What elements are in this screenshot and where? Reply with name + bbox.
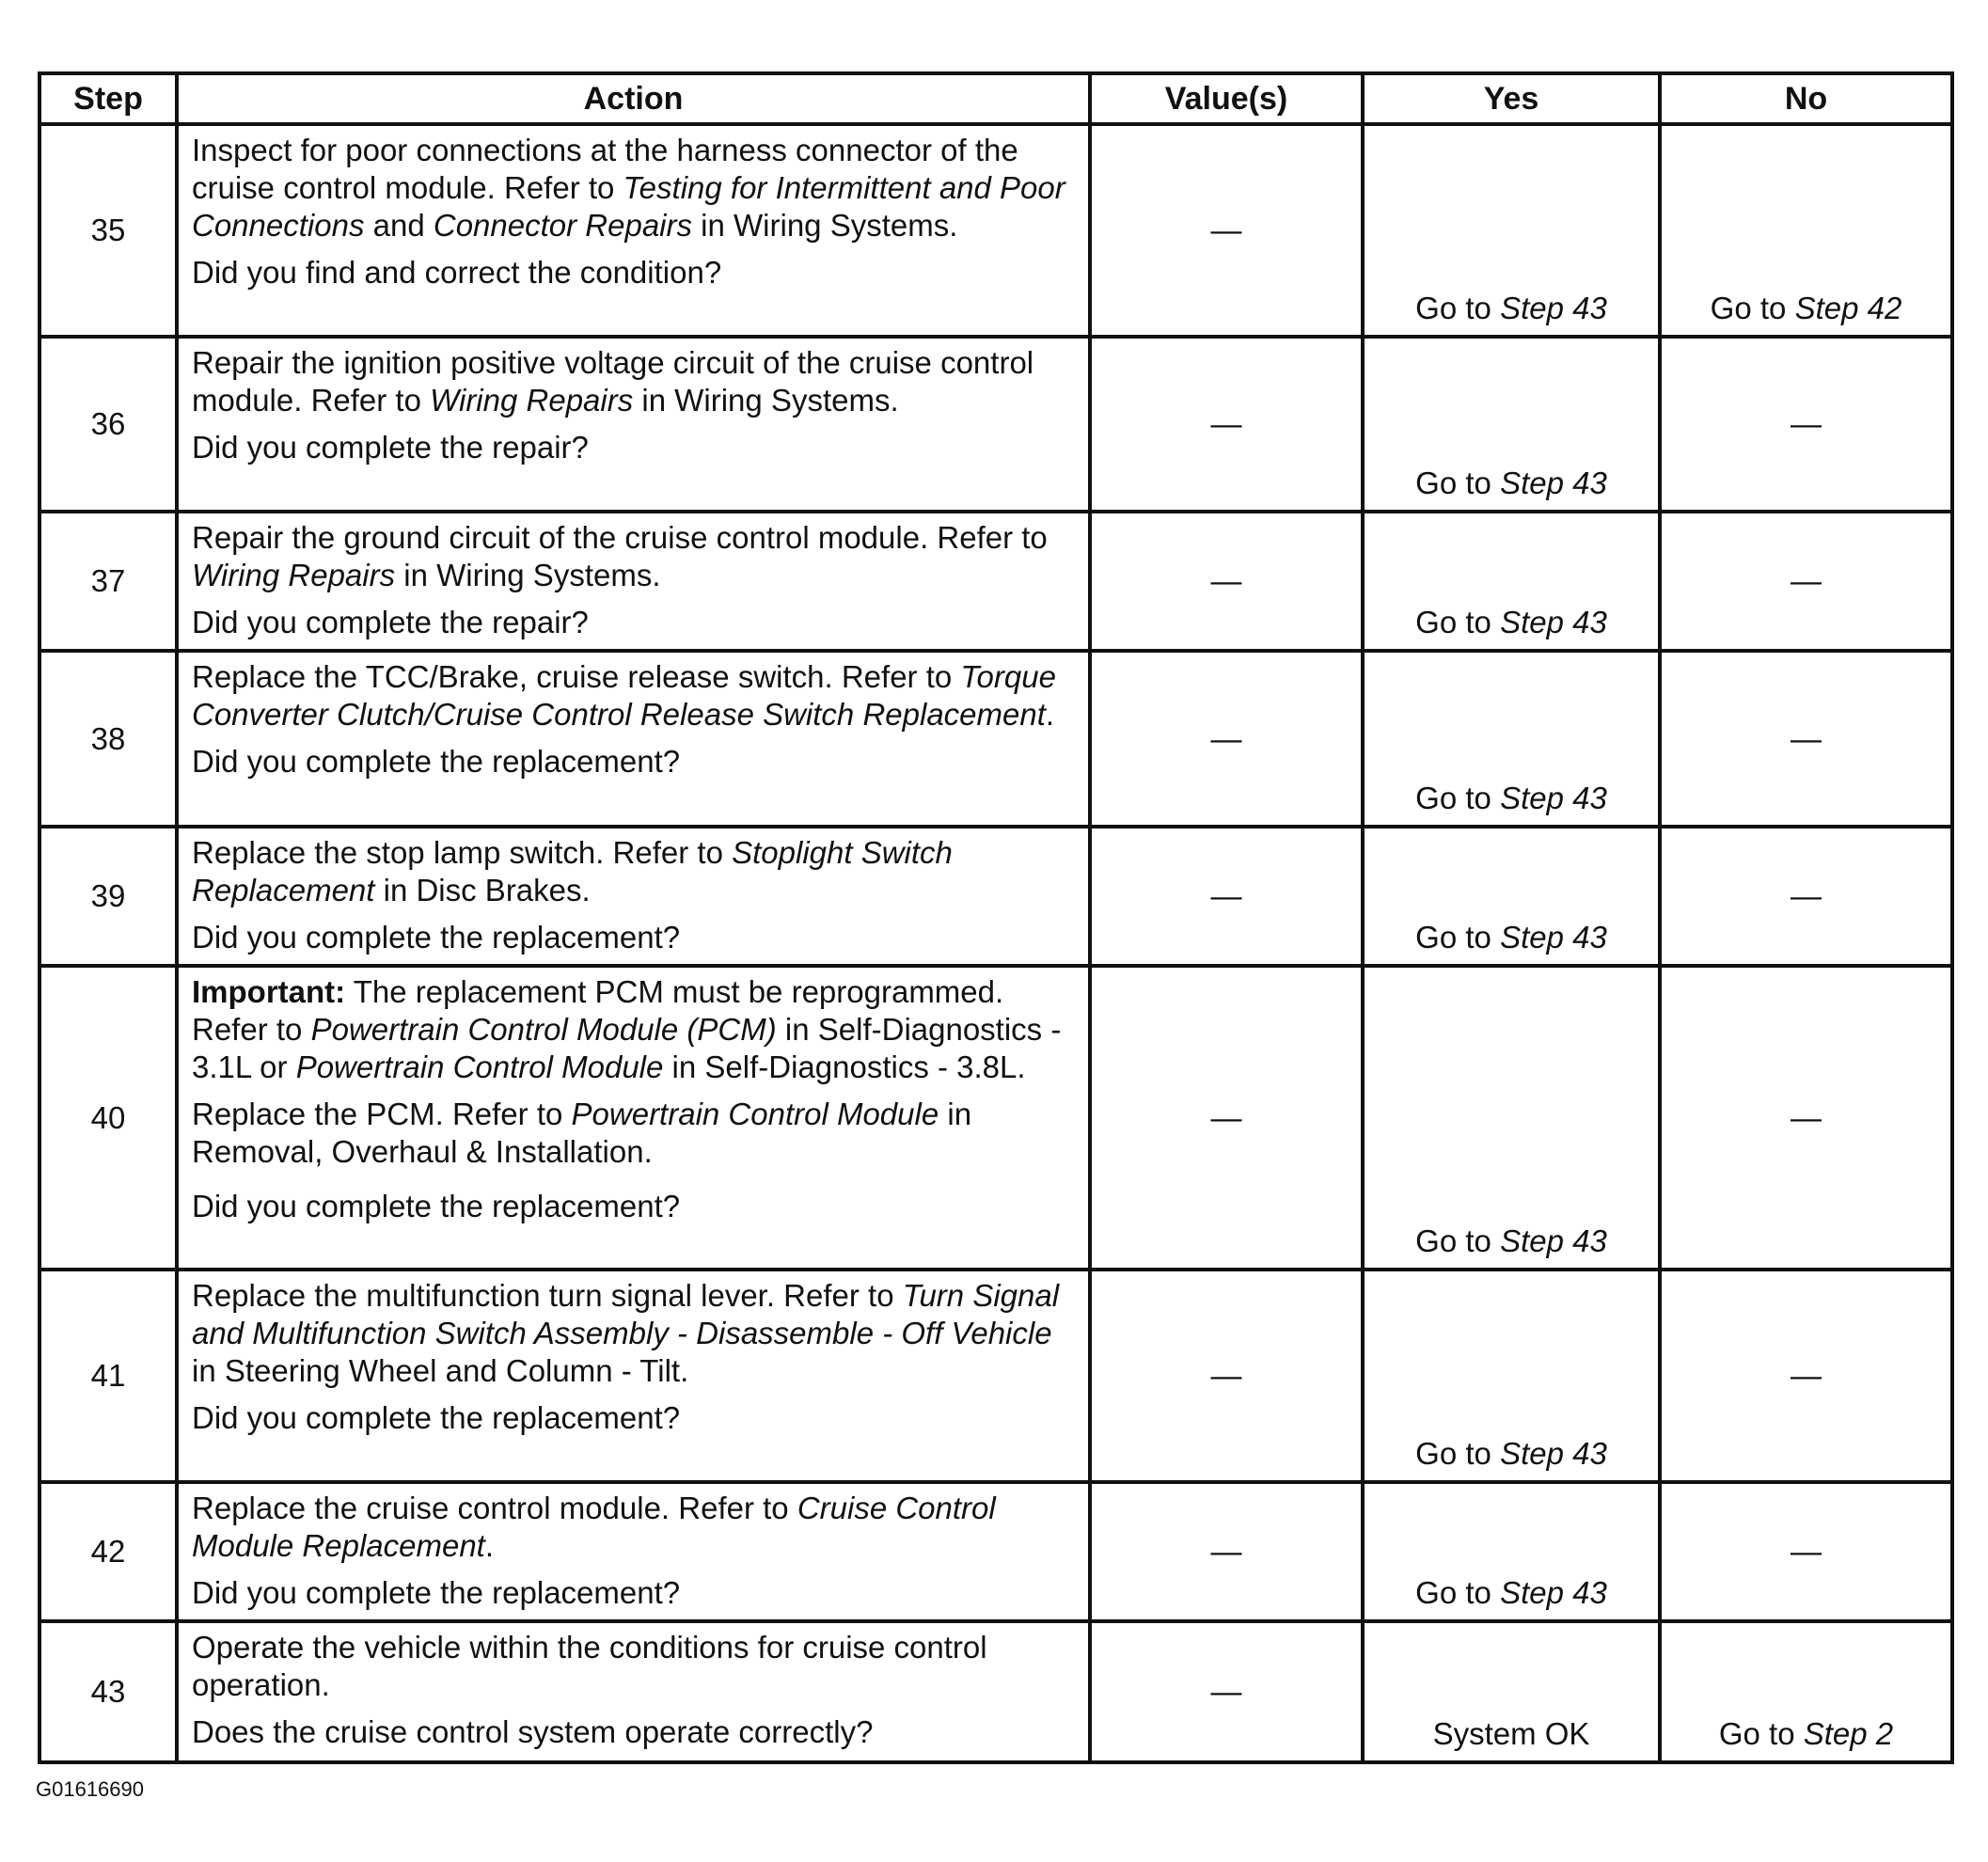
- step-number: 36: [41, 337, 177, 512]
- important-label: Important:: [192, 974, 346, 1009]
- yes-cell: Go to Step 43: [1363, 966, 1660, 1270]
- action-cell: [177, 827, 1090, 966]
- step-number: 43: [41, 1621, 177, 1760]
- no-cell: —: [1660, 1270, 1950, 1482]
- action-question: Did you find and correct the condition?: [192, 255, 722, 290]
- action-text: Repair the ignition positive voltage circuit of the cruise control module. Refer to Wiring Repairs in Wiring Systems.: [192, 345, 1034, 418]
- no-cell: —: [1660, 966, 1950, 1270]
- value-cell: —: [1090, 1621, 1363, 1760]
- table-row: [41, 124, 1950, 337]
- action-cell: [177, 1482, 1090, 1621]
- action-cell: [177, 512, 1090, 651]
- table-row: [41, 1482, 1950, 1621]
- value-cell: —: [1090, 337, 1363, 512]
- table-row: [41, 651, 1950, 827]
- header-yes: Yes: [1363, 75, 1660, 124]
- diagnostic-table: [38, 71, 1954, 1764]
- no-cell: —: [1660, 1482, 1950, 1621]
- table-row: [41, 512, 1950, 651]
- header-values: Value(s): [1090, 75, 1363, 124]
- action-question: Did you complete the replacement?: [192, 744, 681, 779]
- action-text: Inspect for poor connections at the harness connector of the cruise control module. Refer to Testing for Intermittent and Poor Connections and Connector Repairs in Wiring Systems.: [192, 133, 1065, 243]
- action-question: Did you complete the repair?: [192, 430, 589, 465]
- reference-link[interactable]: Powertrain Control Module (PCM): [310, 1012, 777, 1047]
- action-question: Did you complete the replacement?: [192, 1189, 681, 1223]
- reference-link[interactable]: Connector Repairs: [433, 208, 692, 243]
- action-text: Replace the stop lamp switch. Refer to Stoplight Switch Replacement in Disc Brakes.: [192, 835, 953, 907]
- step-link[interactable]: Step 43: [1500, 605, 1607, 639]
- action-cell: [177, 1270, 1090, 1482]
- table-row: [41, 337, 1950, 512]
- yes-cell: Go to Step 43: [1363, 651, 1660, 827]
- step-link[interactable]: Step 43: [1500, 920, 1607, 955]
- action-cell: [177, 1621, 1090, 1760]
- no-cell: —: [1660, 827, 1950, 966]
- reference-link[interactable]: Testing for Intermittent and Poor Connections: [192, 170, 1065, 243]
- value-cell: —: [1090, 827, 1363, 966]
- action-question: Did you complete the repair?: [192, 605, 589, 639]
- step-link[interactable]: Step 43: [1500, 1436, 1607, 1471]
- important-note: Important: The replacement PCM must be reprogrammed. Refer to Powertrain Control Module (PCM) in Self-Diagnostics - 3.1L or Powertrain Control Module in Self-Diagnostics - 3.8L.: [192, 974, 1062, 1084]
- action-text: Repair the ground circuit of the cruise control module. Refer to Wiring Repairs in Wiring Systems.: [192, 520, 1048, 592]
- header-action: Action: [177, 75, 1090, 124]
- step-link[interactable]: Step 43: [1500, 781, 1607, 815]
- yes-cell: Go to Step 43: [1363, 337, 1660, 512]
- step-link[interactable]: Step 2: [1803, 1716, 1894, 1751]
- step-link[interactable]: Step 42: [1794, 291, 1902, 325]
- step-number: 37: [41, 512, 177, 651]
- yes-cell: Go to Step 43: [1363, 1482, 1660, 1621]
- action-cell: [177, 337, 1090, 512]
- action-question: Did you complete the replacement?: [192, 1575, 681, 1610]
- reference-link[interactable]: Cruise Control Module Replacement: [192, 1491, 996, 1563]
- action-text: Replace the cruise control module. Refer to Cruise Control Module Replacement.: [192, 1491, 996, 1563]
- reference-link[interactable]: Stoplight Switch Replacement: [192, 835, 953, 907]
- value-cell: —: [1090, 1270, 1363, 1482]
- table-header-row: [41, 75, 1950, 124]
- figure-code: G01616690: [36, 1777, 144, 1801]
- step-link[interactable]: Step 43: [1500, 291, 1607, 325]
- value-cell: —: [1090, 1482, 1363, 1621]
- table-row: [41, 966, 1950, 1270]
- value-cell: —: [1090, 124, 1363, 337]
- header-no: No: [1660, 75, 1950, 124]
- yes-cell: Go to Step 43: [1363, 827, 1660, 966]
- reference-link[interactable]: Turn Signal and Multifunction Switch Assembly - Disassemble - Off Vehicle: [192, 1278, 1060, 1350]
- step-link[interactable]: Step 43: [1500, 1223, 1607, 1258]
- yes-cell: Go to Step 43: [1363, 124, 1660, 337]
- action-cell: [177, 651, 1090, 827]
- step-number: 41: [41, 1270, 177, 1482]
- table-row: [41, 1270, 1950, 1482]
- header-step: Step: [41, 75, 177, 124]
- action-cell: [177, 966, 1090, 1270]
- step-link[interactable]: Step 43: [1500, 1575, 1607, 1610]
- value-cell: —: [1090, 512, 1363, 651]
- value-cell: —: [1090, 966, 1363, 1270]
- action-cell: [177, 124, 1090, 337]
- reference-link[interactable]: Powertrain Control Module: [571, 1097, 939, 1131]
- action-text: Replace the multifunction turn signal lever. Refer to Turn Signal and Multifunction Switch Assembly - Disassemble - Off Vehicle in Steering Wheel and Column - Tilt.: [192, 1278, 1060, 1388]
- step-number: 38: [41, 651, 177, 827]
- yes-cell: System OK: [1363, 1621, 1660, 1760]
- reference-link[interactable]: Wiring Repairs: [192, 558, 396, 592]
- no-cell: —: [1660, 337, 1950, 512]
- step-number: 39: [41, 827, 177, 966]
- no-cell: —: [1660, 651, 1950, 827]
- reference-link[interactable]: Wiring Repairs: [430, 383, 634, 418]
- no-cell: —: [1660, 512, 1950, 651]
- no-cell: Go to Step 42: [1660, 124, 1950, 337]
- step-number: 42: [41, 1482, 177, 1621]
- action-text: Replace the TCC/Brake, cruise release switch. Refer to Torque Converter Clutch/Cruise Control Release Switch Replacement.: [192, 659, 1056, 732]
- reference-link[interactable]: Powertrain Control Module: [295, 1049, 664, 1084]
- action-text: Replace the PCM. Refer to Powertrain Control Module in Removal, Overhaul & Installation.: [192, 1097, 972, 1169]
- step-number: 40: [41, 966, 177, 1270]
- no-cell: Go to Step 2: [1660, 1621, 1950, 1760]
- value-cell: —: [1090, 651, 1363, 827]
- yes-cell: Go to Step 43: [1363, 512, 1660, 651]
- reference-link[interactable]: Torque Converter Clutch/Cruise Control Release Switch Replacement: [192, 659, 1056, 732]
- action-question: Did you complete the replacement?: [192, 920, 681, 955]
- table-row: [41, 827, 1950, 966]
- action-question: Did you complete the replacement?: [192, 1400, 681, 1435]
- table-row: [41, 1621, 1950, 1760]
- step-number: 35: [41, 124, 177, 337]
- action-text: Operate the vehicle within the conditions for cruise control operation.: [192, 1630, 987, 1702]
- step-link[interactable]: Step 43: [1500, 466, 1607, 500]
- yes-cell: Go to Step 43: [1363, 1270, 1660, 1482]
- action-question: Does the cruise control system operate correctly?: [192, 1714, 874, 1749]
